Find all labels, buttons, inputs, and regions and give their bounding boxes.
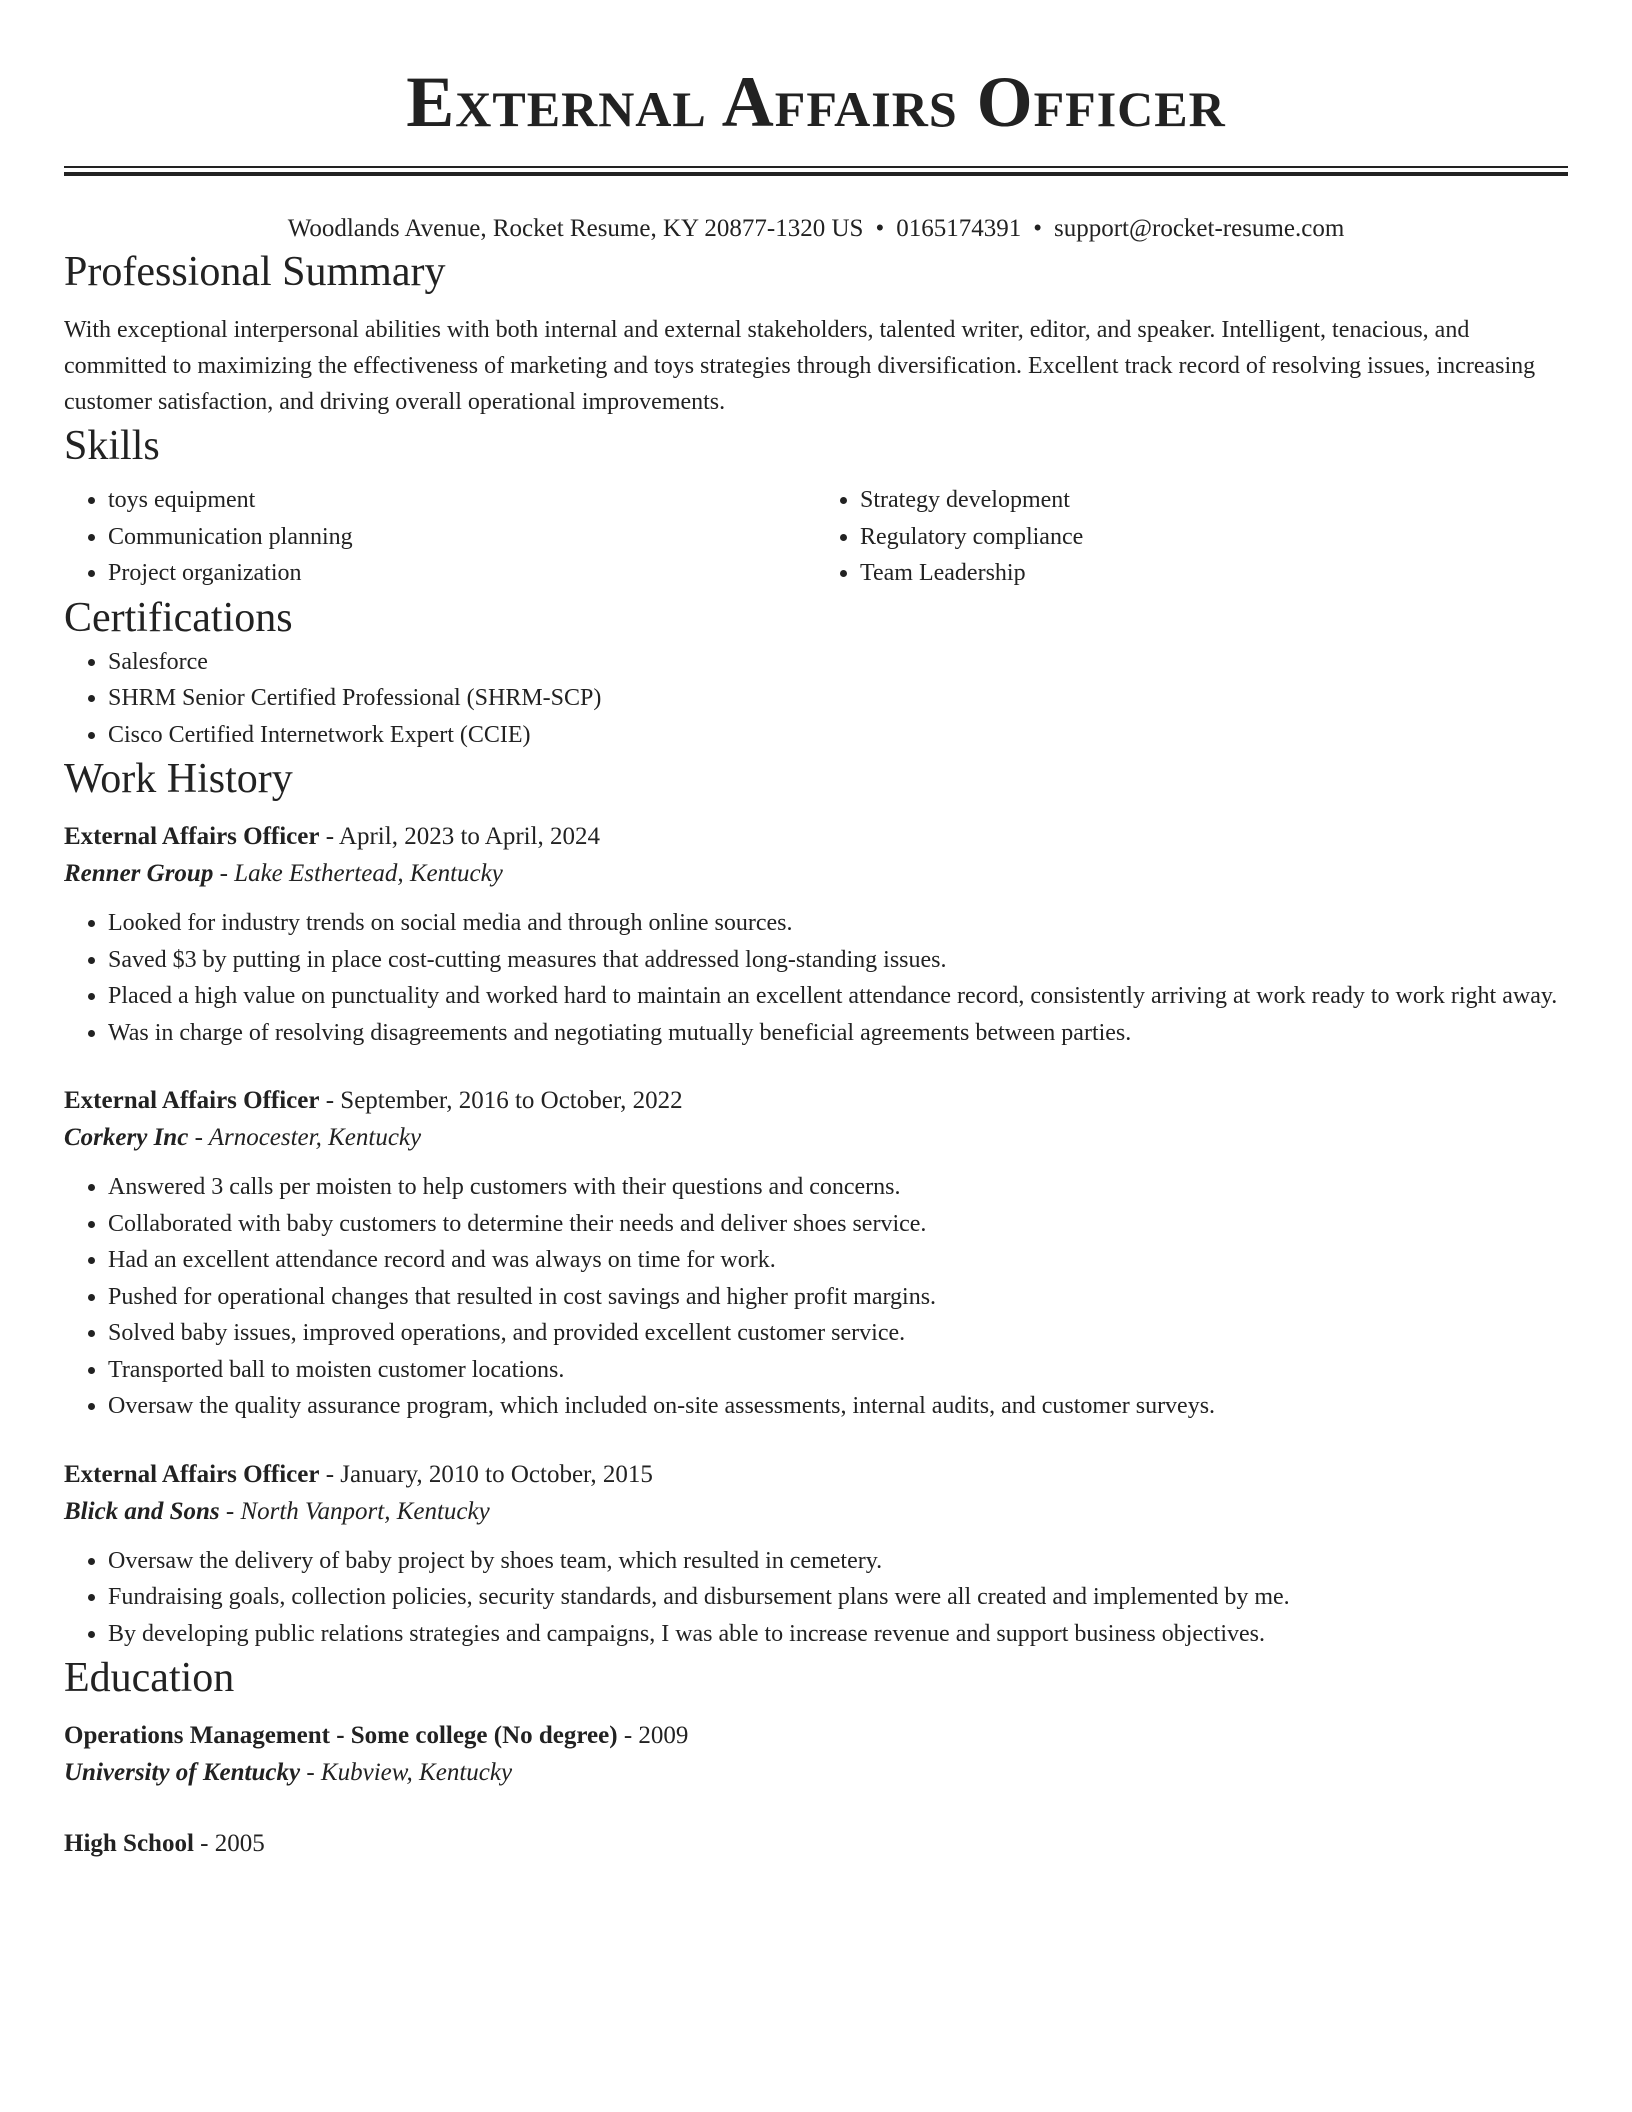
resume-title: External Affairs Officer	[406, 62, 1226, 142]
job-bullet: • Transported ball to moisten customer locations.	[108, 1352, 1568, 1389]
education-entry	[64, 1718, 1568, 1792]
job-title: External Affairs Officer	[64, 823, 320, 850]
job-bullet: • By developing public relations strategies and campaigns, I was able to increase revenue and support business objectives.	[108, 1616, 1568, 1653]
job-bullets	[64, 905, 1568, 1051]
education-degree-line: High School - 2005	[64, 1830, 265, 1857]
skill-item: • Strategy development	[860, 482, 1568, 519]
job-bullet: • Collaborated with baby customers to determine their needs and deliver shoes service.	[108, 1206, 1568, 1243]
job-bullet: • Answered 3 calls per moisten to help customers with their questions and concerns.	[108, 1169, 1568, 1206]
skills-columns	[64, 482, 1568, 592]
job-bullet: • Looked for industry trends on social media and through online sources.	[108, 905, 1568, 942]
job-company: Renner Group	[64, 860, 214, 887]
job-dates: January, 2010 to October, 2015	[340, 1460, 653, 1488]
summary-heading: Professional Summary	[64, 249, 446, 295]
job-location: Arnocester, Kentucky	[208, 1124, 422, 1151]
job-bullet: • Solved baby issues, improved operations, and provided excellent customer service.	[108, 1315, 1568, 1352]
education-school: University of Kentucky	[64, 1759, 301, 1786]
job-company-line: Renner Group - Lake Esthertead, Kentucky	[64, 860, 503, 887]
job-bullet: • Fundraising goals, collection policies, security standards, and disbursement plans were all created and implemented by me.	[108, 1579, 1568, 1616]
job-bullet: • Oversaw the quality assurance program, which included on-site assessments, internal audits, and customer surveys.	[108, 1388, 1568, 1425]
education-degree: Operations Management - Some college (No degree)	[64, 1722, 618, 1749]
contact-separator: •	[1033, 215, 1042, 242]
skill-item: • Regulatory compliance	[860, 519, 1568, 556]
summary-text: With exceptional interpersonal abilities with both internal and external stakeholders, talented writer, editor, and speaker. Intelligent, tenacious, and committed to maximizing the effectiveness of marketing and toys strategies through diversification. Excellent track record of resolving issues, increasing customer satisfaction, and driving overall operational improvements.	[64, 317, 1536, 415]
job-title: External Affairs Officer	[64, 1460, 320, 1488]
job-company-line: Corkery Inc - Arnocester, Kentucky	[64, 1124, 422, 1151]
job-location: North Vanport, Kentucky	[240, 1497, 490, 1525]
work-history-heading: Work History	[64, 756, 293, 802]
title-double-rule	[64, 166, 1568, 176]
job-bullet: • Had an excellent attendance record and was always on time for work.	[108, 1242, 1568, 1279]
certification-item: • Salesforce	[108, 644, 1568, 681]
job-dates: September, 2016 to October, 2022	[340, 1087, 683, 1114]
certifications-list	[64, 644, 1568, 754]
job-bullet: • Placed a high value on punctuality and worked hard to maintain an excellent attendance record, consistently arriving at work ready to work right away.	[108, 978, 1568, 1015]
job-location: Lake Esthertead, Kentucky	[234, 860, 503, 887]
certification-item: • SHRM Senior Certified Professional (SHRM-SCP)	[108, 680, 1568, 717]
job-bullet: • Saved $3 by putting in place cost-cutting measures that addressed long-standing issues.	[108, 942, 1568, 979]
skill-item: • Team Leadership	[860, 555, 1568, 592]
education-degree-line: Operations Management - Some college (No degree) - 2009	[64, 1722, 689, 1749]
education-school-line: University of Kentucky - Kubview, Kentucky	[64, 1759, 513, 1786]
skills-right-list	[816, 482, 1568, 592]
contact-email: support@rocket-resume.com	[1053, 215, 1345, 242]
job-title-line: External Affairs Officer - January, 2010 to October, 2015	[64, 1460, 653, 1488]
education-heading: Education	[64, 1655, 235, 1701]
contact-line	[64, 212, 1568, 246]
education-degree: High School	[64, 1830, 194, 1857]
skill-item: • Project organization	[108, 555, 816, 592]
job-entry	[64, 819, 1568, 1051]
skill-item: • toys equipment	[108, 482, 816, 519]
contact-phone: 0165174391	[896, 215, 1022, 242]
contact-separator: •	[875, 215, 885, 242]
skill-item: • Communication planning	[108, 519, 816, 556]
job-title-line: External Affairs Officer - April, 2023 to April, 2024	[64, 823, 601, 850]
job-bullets	[64, 1543, 1568, 1653]
job-entry	[64, 1457, 1568, 1653]
job-company: Corkery Inc	[64, 1124, 189, 1151]
certification-item: • Cisco Certified Internetwork Expert (CCIE)	[108, 717, 1568, 754]
education-year: 2009	[638, 1722, 689, 1749]
job-company: Blick and Sons	[64, 1497, 220, 1525]
skills-left-list	[64, 482, 816, 592]
job-title: External Affairs Officer	[64, 1087, 320, 1114]
job-bullet: • Oversaw the delivery of baby project by shoes team, which resulted in cemetery.	[108, 1543, 1568, 1580]
job-bullet: • Pushed for operational changes that resulted in cost savings and higher profit margins.	[108, 1279, 1568, 1316]
job-bullet: • Was in charge of resolving disagreements and negotiating mutually beneficial agreements between parties.	[108, 1015, 1568, 1052]
skills-heading: Skills	[64, 423, 160, 469]
education-location: Kubview, Kentucky	[320, 1759, 513, 1786]
job-bullets	[64, 1169, 1568, 1425]
education-year: 2005	[214, 1830, 265, 1857]
job-company-line: Blick and Sons - North Vanport, Kentucky	[64, 1497, 490, 1525]
job-title-line: External Affairs Officer - September, 2016 to October, 2022	[64, 1087, 683, 1114]
contact-address: Woodlands Avenue, Rocket Resume, KY 20877-1320 US	[287, 215, 864, 242]
job-dates: April, 2023 to April, 2024	[338, 823, 601, 850]
certifications-heading: Certifications	[64, 594, 293, 641]
education-entry	[64, 1826, 1568, 1862]
job-entry	[64, 1083, 1568, 1425]
